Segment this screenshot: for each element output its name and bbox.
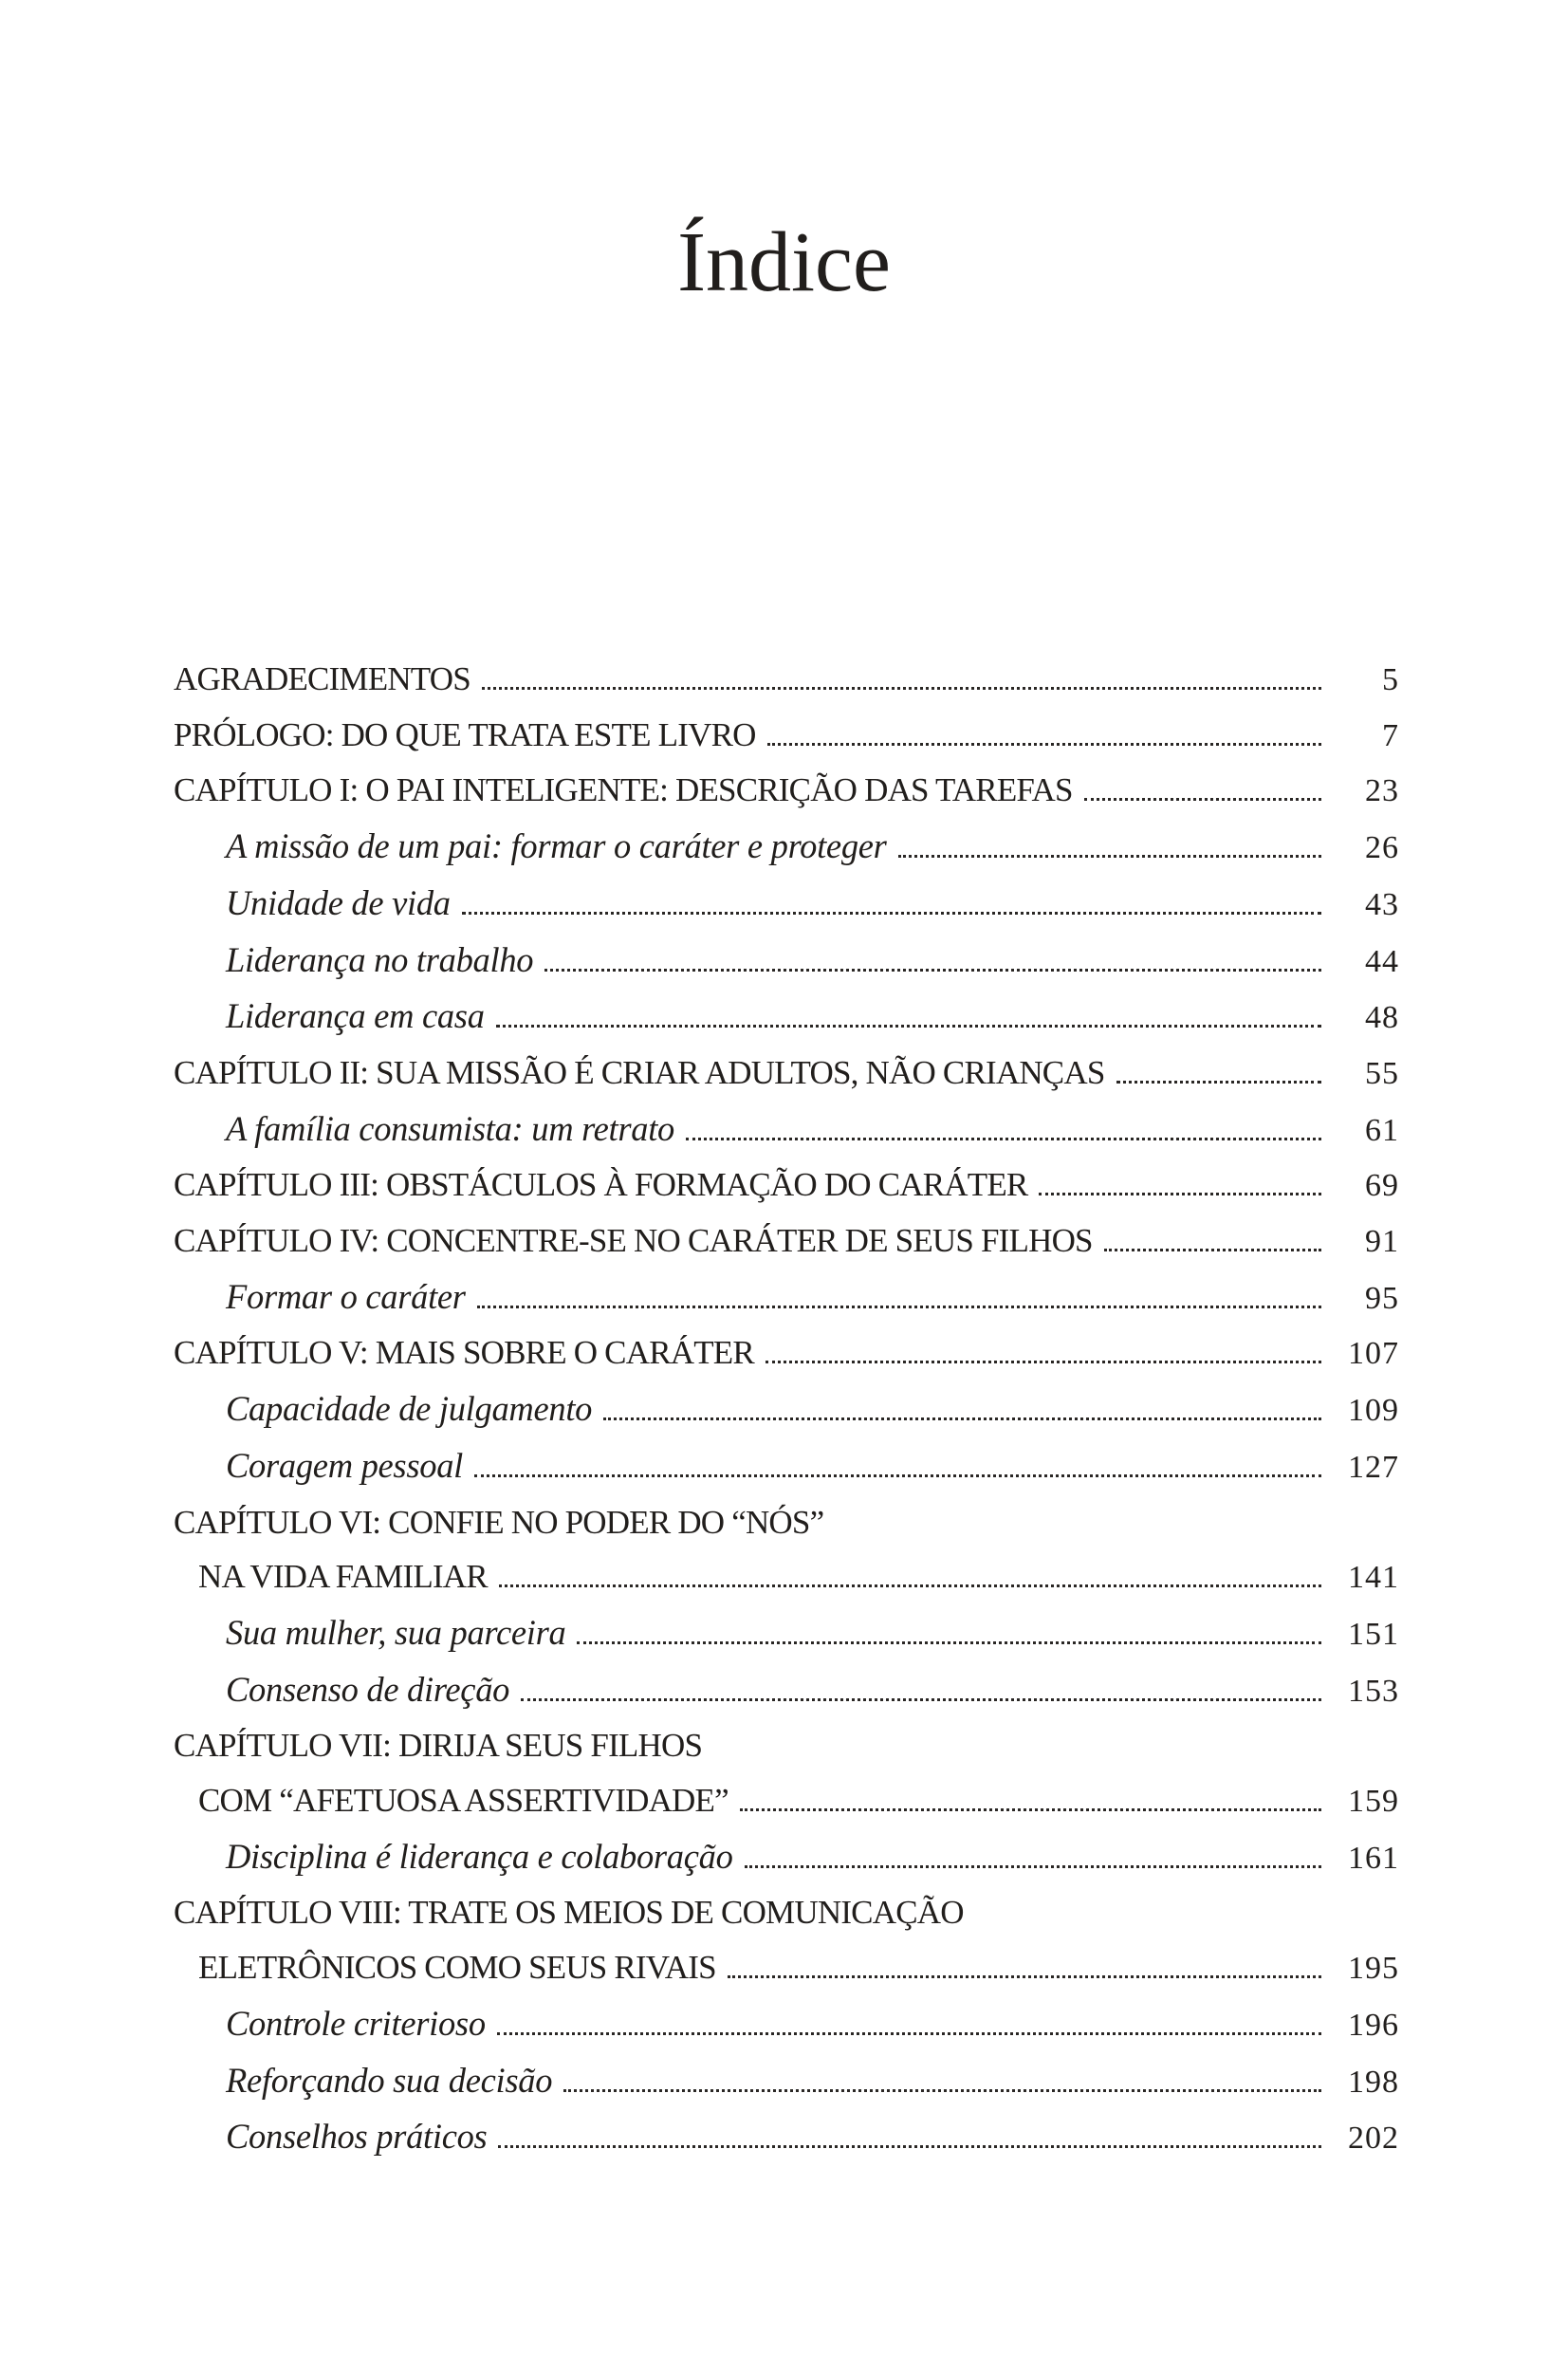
toc-row xyxy=(174,1662,1399,1719)
toc-entry-page: 109 xyxy=(1348,1393,1399,1429)
toc-entry-page: 161 xyxy=(1348,1840,1399,1876)
dot-leader xyxy=(1084,798,1321,801)
toc-entry-page: 55 xyxy=(1365,1055,1399,1091)
dot-leader xyxy=(474,1474,1321,1477)
toc-entry-label: COM “AFETUOSA ASSERTIVIDADE” xyxy=(198,1782,729,1820)
toc-entry-page: 26 xyxy=(1365,830,1399,866)
dot-leader xyxy=(544,969,1321,972)
toc-entry-label: Controle criterioso xyxy=(226,2003,486,2043)
toc-entry-label: CAPÍTULO II: SUA MISSÃO É CRIAR ADULTOS, NÃO CRIANÇAS xyxy=(174,1053,1105,1091)
toc-entry-page: 44 xyxy=(1365,943,1399,979)
toc-row xyxy=(174,1940,1399,1996)
dot-leader xyxy=(497,2032,1321,2035)
toc-entry-page: 61 xyxy=(1365,1112,1399,1148)
toc-row xyxy=(174,1773,1399,1829)
toc-row xyxy=(174,1381,1399,1438)
toc-entry-page: 107 xyxy=(1348,1336,1399,1372)
toc-row xyxy=(174,1495,1399,1550)
toc-entry-page: 202 xyxy=(1348,2121,1399,2157)
toc-entry-label: A missão de um pai: formar o caráter e proteger xyxy=(226,826,887,866)
toc-entry-label: CAPÍTULO VI: CONFIE NO PODER DO “NÓS” xyxy=(174,1503,824,1541)
toc-entry-page: 5 xyxy=(1382,662,1399,697)
toc-row xyxy=(174,1102,1399,1158)
toc-row xyxy=(174,933,1399,990)
dot-leader xyxy=(477,1306,1321,1308)
toc-entry-page: 91 xyxy=(1365,1224,1399,1260)
dot-leader xyxy=(728,1975,1321,1978)
toc-entry-label: Reforçando sua decisão xyxy=(226,2060,553,2100)
dot-leader xyxy=(686,1138,1321,1140)
toc-entry-label: CAPÍTULO I: O PAI INTELIGENTE: DESCRIÇÃO DAS TAREFAS xyxy=(174,771,1073,809)
toc-entry-page: 127 xyxy=(1348,1449,1399,1485)
toc-row xyxy=(174,1269,1399,1326)
toc-row xyxy=(174,1214,1399,1269)
toc-entry-page: 151 xyxy=(1348,1616,1399,1652)
toc-entry-label: NA VIDA FAMILIAR xyxy=(198,1558,488,1596)
dot-leader xyxy=(603,1417,1321,1420)
toc-entry-page: 48 xyxy=(1365,1000,1399,1036)
toc-row xyxy=(174,2109,1399,2166)
toc-entry-label: Consenso de direção xyxy=(226,1669,510,1709)
dot-leader xyxy=(499,1584,1321,1587)
toc-row xyxy=(174,652,1399,708)
dot-leader xyxy=(563,2089,1321,2092)
toc-entry-page: 7 xyxy=(1382,717,1399,753)
toc-row xyxy=(174,876,1399,933)
dot-leader xyxy=(496,1025,1321,1028)
toc-row xyxy=(174,1885,1399,1940)
dot-leader xyxy=(1039,1193,1321,1195)
dot-leader xyxy=(521,1698,1321,1701)
dot-leader xyxy=(462,912,1321,915)
dot-leader xyxy=(1116,1081,1322,1084)
dot-leader xyxy=(740,1808,1321,1811)
toc-row xyxy=(174,819,1399,876)
toc-row xyxy=(174,1996,1399,2053)
toc-row xyxy=(174,1605,1399,1662)
toc-entry-page: 159 xyxy=(1348,1784,1399,1820)
dot-leader xyxy=(898,855,1321,858)
toc-entry-label: CAPÍTULO VIII: TRATE OS MEIOS DE COMUNICAÇÃO xyxy=(174,1894,964,1932)
toc-entry-label: CAPÍTULO V: MAIS SOBRE O CARÁTER xyxy=(174,1334,754,1372)
toc-entry-label: PRÓLOGO: DO QUE TRATA ESTE LIVRO xyxy=(174,715,756,753)
toc-entry-page: 95 xyxy=(1365,1280,1399,1316)
toc-entry-label: CAPÍTULO IV: CONCENTRE-SE NO CARÁTER DE SEUS FILHOS xyxy=(174,1222,1093,1260)
toc-row xyxy=(174,708,1399,764)
toc-entry-label: Liderança em casa xyxy=(226,996,485,1036)
toc-row xyxy=(174,1829,1399,1886)
toc-list xyxy=(174,652,1399,2166)
toc-entry-label: CAPÍTULO III: OBSTÁCULOS À FORMAÇÃO DO CARÁTER xyxy=(174,1166,1028,1204)
toc-row xyxy=(174,989,1399,1046)
toc-row xyxy=(174,1325,1399,1381)
toc-row xyxy=(174,763,1399,819)
toc-row xyxy=(174,1158,1399,1214)
toc-entry-page: 198 xyxy=(1348,2064,1399,2100)
toc-entry-label: Unidade de vida xyxy=(226,882,451,922)
dot-leader xyxy=(767,743,1321,746)
toc-entry-page: 196 xyxy=(1348,2007,1399,2043)
toc-entry-label: Sua mulher, sua parceira xyxy=(226,1612,566,1652)
toc-row xyxy=(174,1718,1399,1773)
toc-entry-page: 141 xyxy=(1348,1560,1399,1596)
toc-entry-page: 69 xyxy=(1365,1168,1399,1204)
toc-entry-label: Disciplina é liderança e colaboração xyxy=(226,1836,733,1876)
toc-entry-label: CAPÍTULO VII: DIRIJA SEUS FILHOS xyxy=(174,1727,703,1765)
toc-entry-label: Conselhos práticos xyxy=(226,2117,488,2157)
toc-entry-page: 43 xyxy=(1365,886,1399,922)
toc-entry-page: 195 xyxy=(1348,1951,1399,1987)
toc-row xyxy=(174,2053,1399,2110)
toc-entry-label: ELETRÔNICOS COMO SEUS RIVAIS xyxy=(198,1949,716,1987)
dot-leader xyxy=(482,687,1321,690)
toc-entry-label: Coragem pessoal xyxy=(226,1445,463,1485)
dot-leader xyxy=(1104,1249,1321,1251)
toc-entry-label: Formar o caráter xyxy=(226,1276,466,1316)
toc-entry-label: A família consumista: um retrato xyxy=(226,1108,675,1148)
page-title: Índice xyxy=(677,215,891,309)
dot-leader xyxy=(766,1361,1321,1363)
toc-entry-page: 153 xyxy=(1348,1673,1399,1709)
toc-entry-label: Liderança no trabalho xyxy=(226,939,534,979)
toc-entry-label: Capacidade de julgamento xyxy=(226,1389,593,1429)
dot-leader xyxy=(745,1865,1321,1868)
toc-entry-label: AGRADECIMENTOS xyxy=(174,660,470,697)
toc-row xyxy=(174,1046,1399,1102)
toc-row xyxy=(174,1438,1399,1495)
dot-leader xyxy=(498,2145,1321,2148)
toc-row xyxy=(174,1549,1399,1605)
toc-entry-page: 23 xyxy=(1365,773,1399,809)
dot-leader xyxy=(577,1641,1321,1644)
